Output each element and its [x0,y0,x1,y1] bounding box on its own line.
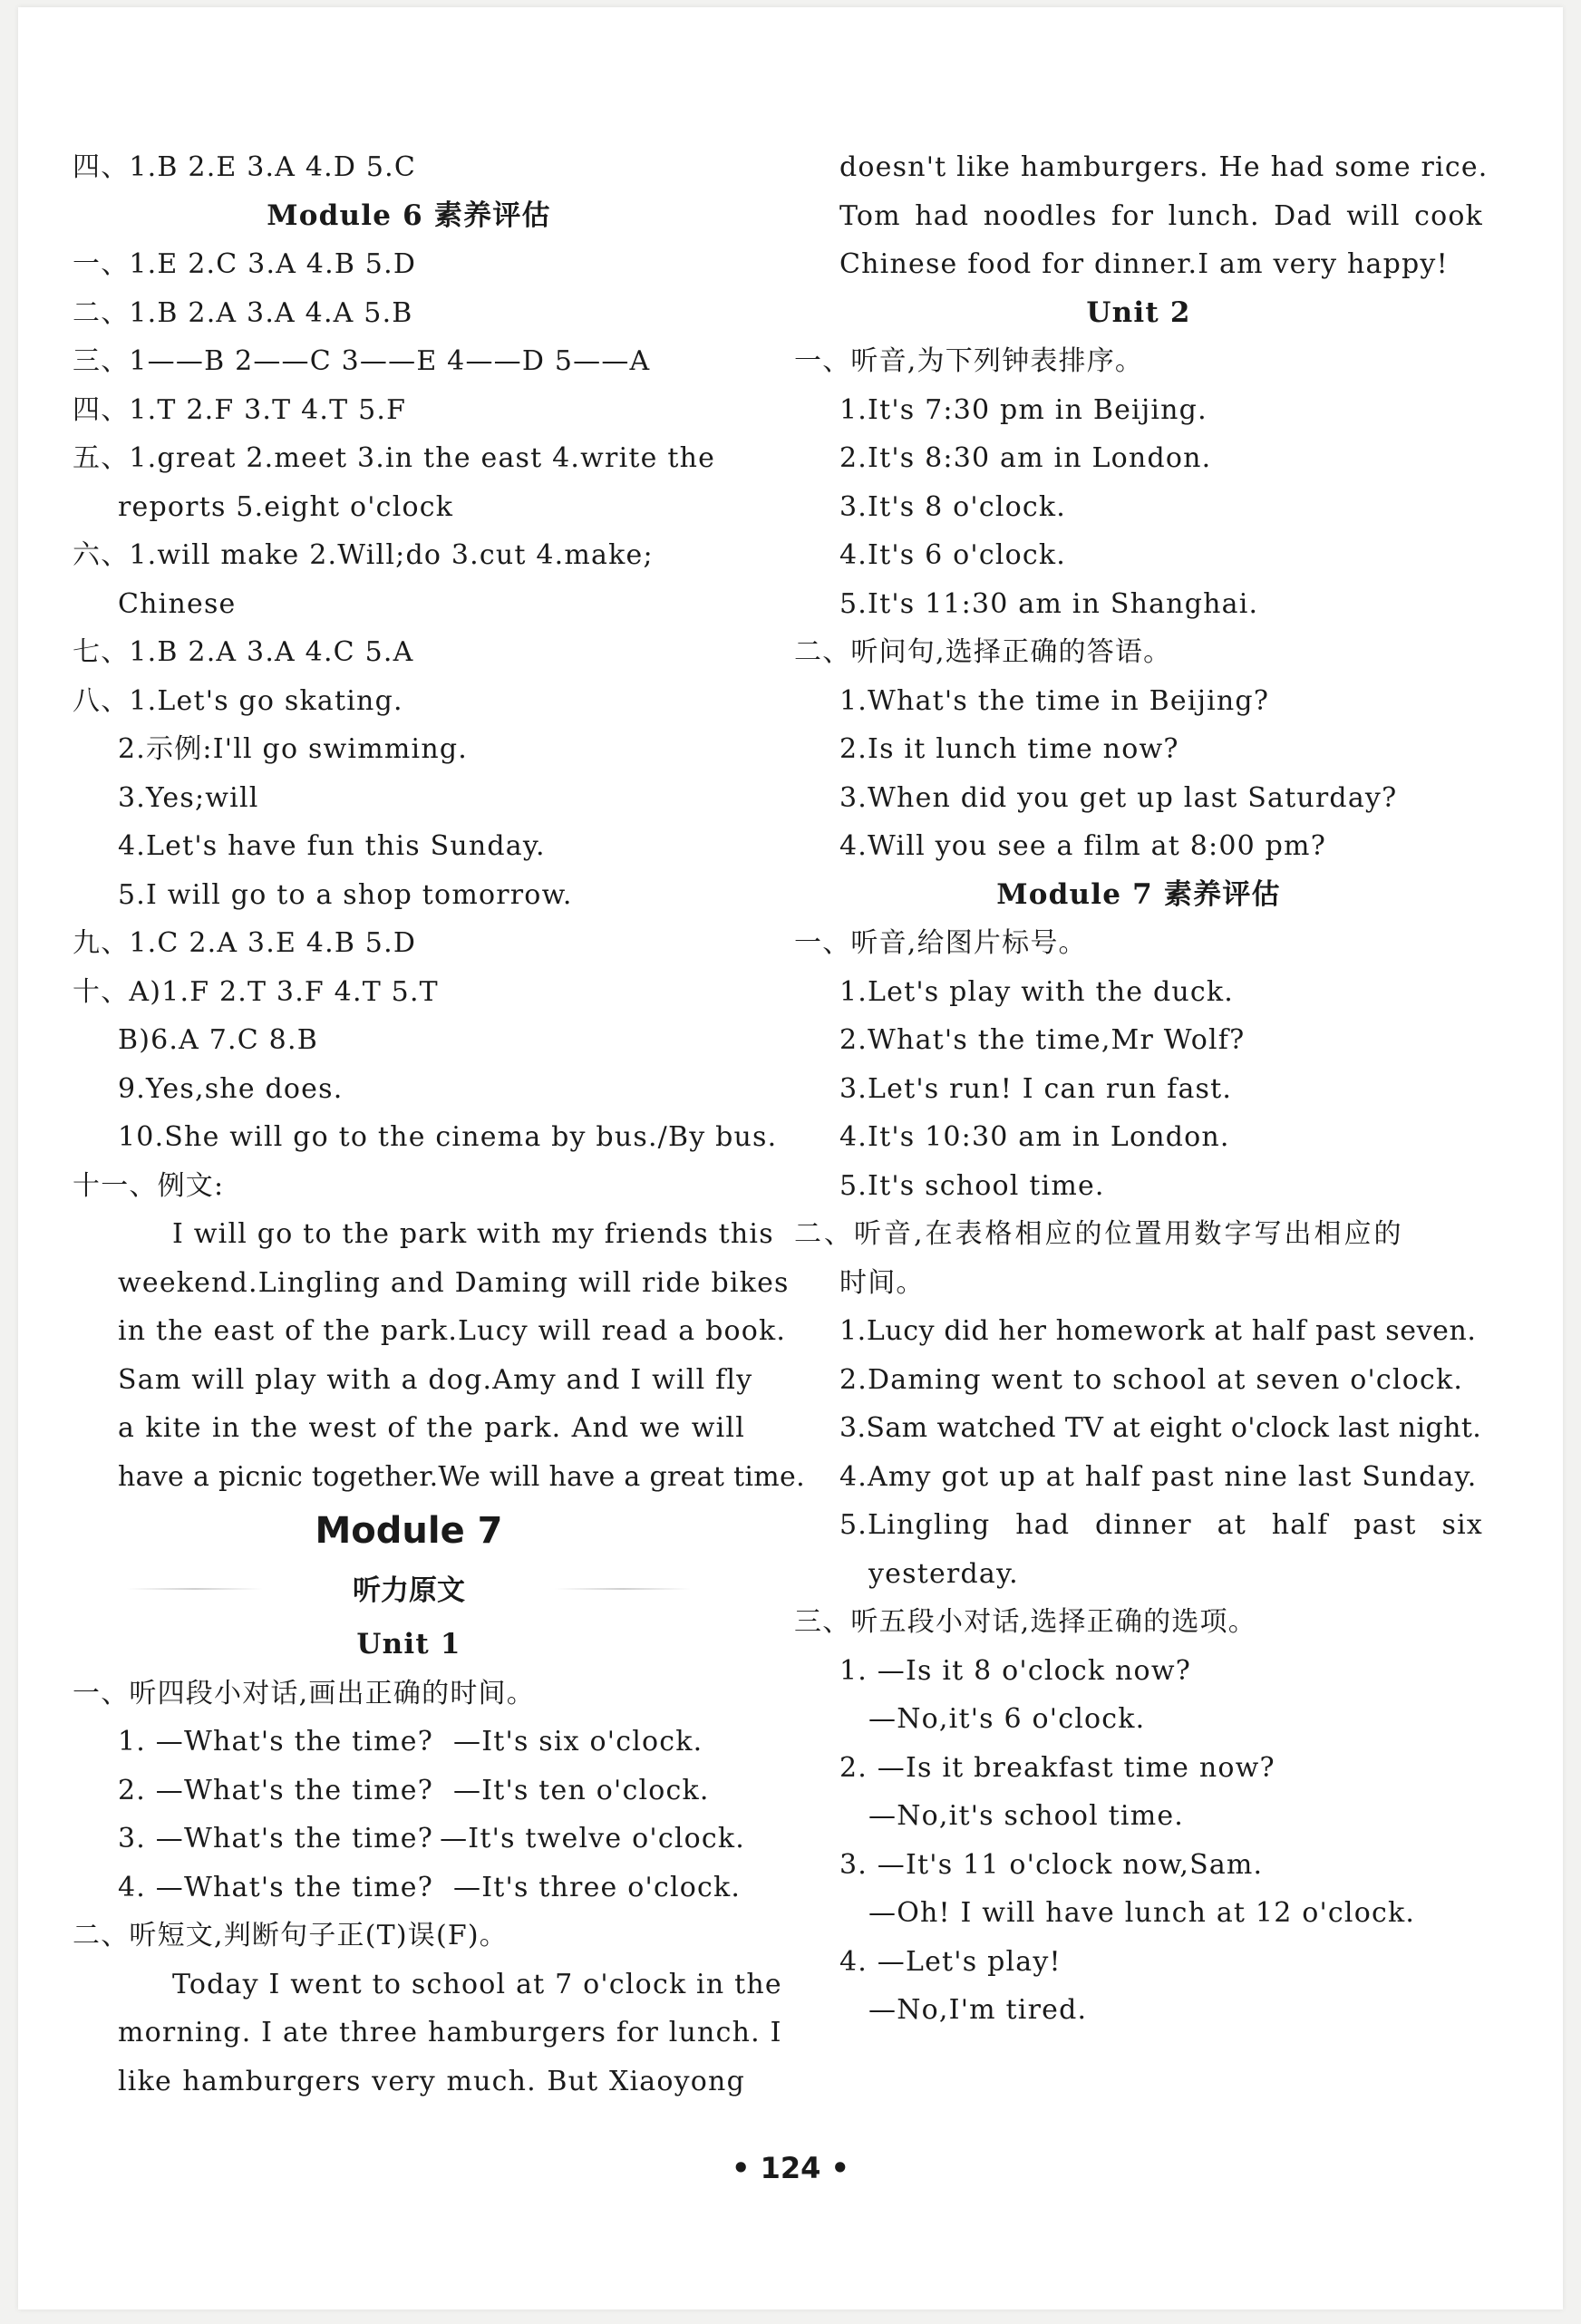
answer-line: 五、1.great 2.meet 3.in the east 4.write the [73,442,716,474]
dialogue-line [73,1718,745,1767]
answer-line: 七、1.B 2.A 3.A 4.C 5.A [73,636,414,668]
script-line: yesterday. [868,1557,1019,1590]
script-line: 3.When did you get up last Saturday? [839,781,1398,814]
script-line: 3.It's 8 o'clock. [839,490,1067,523]
dialogue-line: —No,it's 6 o'clock. [868,1703,1146,1735]
dialogue-line [73,1767,745,1816]
dialogue-line: —No,I'm tired. [868,1994,1088,2026]
task-line: 一、听四段小对话,画出正确的时间。 [73,1677,535,1709]
dialogue-line: 1. —Is it 8 o'clock now? [839,1654,1191,1687]
section-heading: Module 7 素养评估 [996,877,1281,911]
passage-line: Chinese food for dinner.I am very happy! [839,248,1449,280]
task-line: 二、听短文,判断句子正(T)误(F)。 [73,1920,508,1951]
answer-line: Chinese [118,587,237,620]
answer-line: 九、1.C 2.A 3.E 4.B 5.D [73,927,417,959]
script-line: 5.It's 11:30 am in Shanghai. [839,587,1259,620]
script-line: 3.Sam watched TV at eight o'clock last night. [839,1412,1482,1444]
dialogue-answer: —It's three o'clock. [453,1871,742,1903]
dialogue-answer: —It's twelve o'clock. [440,1823,745,1854]
answer-line: 2.示例:I'll go swimming. [118,733,468,765]
script-line: 5.It's school time. [839,1169,1105,1202]
dialogue-question: 2. —What's the time? [118,1774,434,1806]
answer-line: 十一、例文: [73,1169,225,1202]
module-title: Module 7 [315,1510,503,1552]
ornament-left [127,1588,263,1590]
dialogue-answer: —It's ten o'clock. [453,1774,710,1806]
dialogue-question: 3. —What's the time? [118,1823,434,1854]
essay-line: Sam will play with a dog.Amy and I will fly [118,1363,753,1396]
script-line: 2.Daming went to school at seven o'clock. [839,1363,1464,1396]
essay-line: have a picnic together.We will have a great time. [118,1460,805,1493]
answer-line: 10.She will go to the cinema by bus./By bus. [118,1121,778,1153]
script-line: 4.Amy got up at half past nine last Sunday. [839,1460,1478,1493]
answer-line: 9.Yes,she does. [118,1072,344,1105]
answer-line: 三、1——B 2——C 3——E 4——D 5——A [73,345,651,377]
answer-line: reports 5.eight o'clock [118,490,454,523]
answer-line: 一、1.E 2.C 3.A 4.B 5.D [73,248,417,280]
dialogue-line [73,1864,745,1912]
dialogue-line [73,1815,745,1864]
answer-line: 八、1.Let's go skating. [73,684,403,717]
answer-line: 十、A)1.F 2.T 3.F 4.T 5.T [73,975,439,1008]
script-line: 2.Is it lunch time now? [839,733,1179,765]
script-line: 5.Lingling had dinner at half past six [839,1509,1483,1541]
script-line: 1.What's the time in Beijing? [839,684,1270,717]
script-line: 1.Lucy did her homework at half past seven. [839,1315,1477,1347]
section-heading: Module 6 素养评估 [267,199,551,232]
passage-line: doesn't like hamburgers. He had some rice. [839,151,1489,183]
dialogue-line: 3. —It's 11 o'clock now,Sam. [839,1848,1264,1881]
listening-script-label: 听力原文 [353,1574,465,1607]
dialogue-line: —Oh! I will have lunch at 12 o'clock. [868,1897,1416,1929]
script-line: 3.Let's run! I can run fast. [839,1072,1233,1105]
passage-line: Tom had noodles for lunch. Dad will cook [839,199,1483,232]
document-page [18,7,1563,2309]
dialogue-line: —No,it's school time. [868,1800,1185,1832]
answer-line: 四、1.T 2.F 3.T 4.T 5.F [73,393,407,426]
answer-line: B)6.A 7.C 8.B [118,1024,318,1056]
task-line: 一、听音,给图片标号。 [794,927,1087,959]
script-line: 1.It's 7:30 pm in Beijing. [839,393,1208,426]
task-line: 时间。 [839,1266,925,1299]
dialogue-answer: —It's six o'clock. [453,1726,703,1758]
answer-line: 二、1.B 2.A 3.A 4.A 5.B [73,296,413,329]
unit-heading: Unit 2 [1086,295,1191,329]
page-number: • 124 • [732,2151,849,2185]
listening-script-heading [73,1561,745,1621]
script-line: 4.It's 6 o'clock. [839,539,1067,571]
task-line: 二、听音,在表格相应的位置用数字写出相应的 [794,1218,1404,1250]
right-column [794,143,1489,2035]
dialogue-question: 4. —What's the time? [118,1871,434,1903]
script-line: 4.Will you see a film at 8:00 pm? [839,830,1326,862]
answer-line: 六、1.will make 2.Will;do 3.cut 4.make; [73,539,654,571]
script-line: 4.It's 10:30 am in London. [839,1121,1230,1153]
answer-line: 4.Let's have fun this Sunday. [118,830,546,862]
passage-line: like hamburgers very much. But Xiaoyong [118,2065,745,2097]
script-line: 1.Let's play with the duck. [839,975,1234,1008]
answer-line: 3.Yes;will [118,781,259,814]
answer-line: 四、1.B 2.E 3.A 4.D 5.C [73,151,417,183]
task-line: 三、听五段小对话,选择正确的选项。 [794,1606,1256,1638]
task-line: 一、听音,为下列钟表排序。 [794,345,1144,377]
passage-line: Today I went to school at 7 o'clock in the [172,1968,782,2000]
essay-line: I will go to the park with my friends this [172,1218,774,1250]
script-line: 2.It's 8:30 am in London. [839,442,1212,474]
dialogue-line: 2. —Is it breakfast time now? [839,1751,1275,1784]
dialogue-line: 4. —Let's play! [839,1945,1062,1978]
essay-line: a kite in the west of the park. And we will [118,1412,745,1444]
essay-line: weekend.Lingling and Daming will ride bikes [118,1266,790,1299]
task-line: 二、听问句,选择正确的答语。 [794,636,1172,668]
ornament-right [555,1588,691,1590]
left-column [73,143,805,2106]
passage-line: morning. I ate three hamburgers for lunch. I [118,2017,782,2048]
essay-line: in the east of the park.Lucy will read a book. [118,1315,787,1347]
unit-heading: Unit 1 [356,1628,461,1661]
script-line: 2.What's the time,Mr Wolf? [839,1024,1246,1056]
dialogue-question: 1. —What's the time? [118,1726,434,1758]
answer-line: 5.I will go to a shop tomorrow. [118,878,573,911]
